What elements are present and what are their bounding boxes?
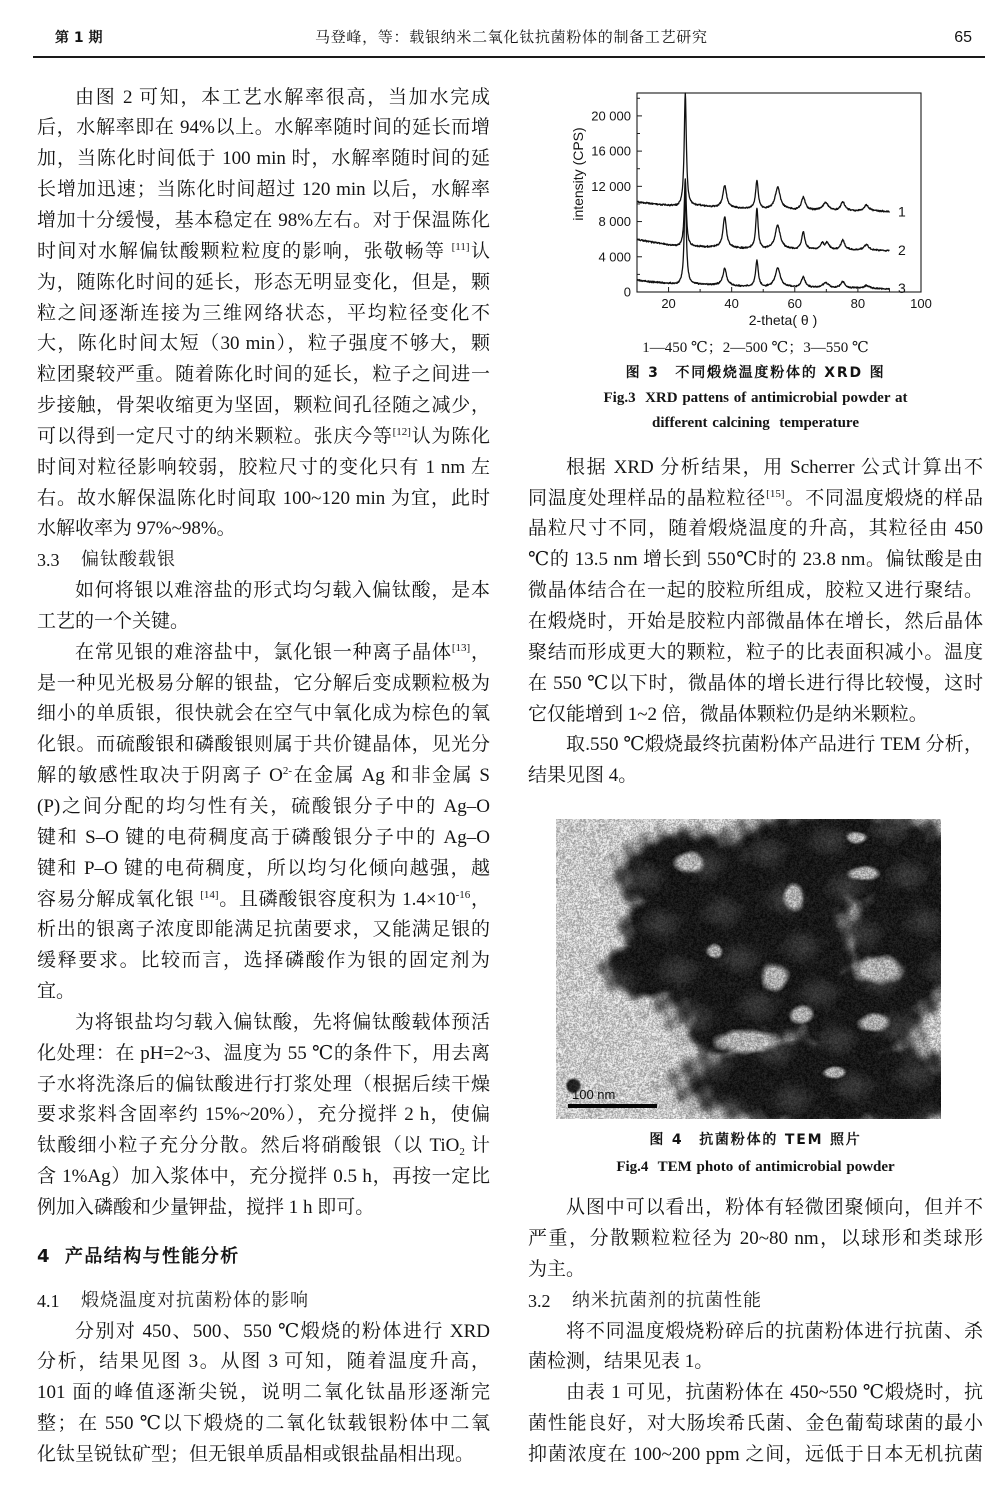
text-run: 要求浆料含固率约 15%~20%），充分搅拌 2 h，使偏 <box>37 1104 490 1126</box>
text-run: 步接触，骨架收缩更为坚固，颗粒间孔径随之减少， <box>37 395 490 417</box>
figure-3-caption-en-continued: different calcining temperature <box>652 415 859 431</box>
x-tick-label: 20 <box>661 296 676 311</box>
text-line <box>528 514 983 545</box>
text-run: 键和 P–O 键的电荷稠度，所以均匀化倾向越强，越 <box>37 857 490 879</box>
text-run: 抑菌浓度在 100~200 ppm 之间，远低于日本无机抗菌 <box>528 1443 983 1465</box>
text-line <box>37 360 490 391</box>
text-line <box>528 1409 983 1440</box>
text-run: 可以得到一定尺寸的纳米颗粒。张庆今等 <box>37 425 393 447</box>
superscript: -16 <box>455 888 471 901</box>
text-line <box>37 422 490 453</box>
text-run: 解的敏感性取决于阴离子 O <box>37 765 283 787</box>
text-line <box>37 823 490 854</box>
series-2-line <box>637 179 889 251</box>
text-run: 右。故水解保温陈化时间取 100~120 min 为宜，此时 <box>37 487 490 509</box>
text-run: 根据 XRD 分析结果，用 Scherrer 公式计算出不 <box>566 456 983 478</box>
text-line <box>528 730 983 761</box>
text-run: 子水将洗涤后的偏钛酸进行打浆处理（根据后续干燥 <box>37 1073 490 1095</box>
issue-label: 第 1 期 <box>55 30 103 46</box>
text-line <box>37 1070 490 1101</box>
text-line <box>37 1440 490 1471</box>
text-run: 增加十分缓慢，基本稳定在 98%左右。对于保温陈化 <box>37 209 490 231</box>
paragraph <box>528 453 983 731</box>
x-axis-label: 2-theta( θ ) <box>748 312 818 328</box>
text-run: 由图 2 可知，本工艺水解率很高，当加水完成 <box>75 86 490 108</box>
text-run: 钛酸细小粒子充分分散。然后将硝酸银（以 TiO <box>37 1135 460 1157</box>
superscript: 2- <box>282 765 293 778</box>
subscript: 2 <box>459 1146 465 1159</box>
text-run: 分别对 450、500、550 ℃煅烧的粉体进行 XRD <box>75 1320 490 1342</box>
text-line <box>37 1008 490 1039</box>
text-line <box>528 638 983 669</box>
paragraph <box>37 1317 490 1471</box>
left-column-text-continued <box>37 1286 490 1471</box>
text-run: 结果见图 4。 <box>528 765 638 787</box>
citation-ref: [11] <box>451 240 470 253</box>
text-line <box>37 1100 490 1131</box>
text-line <box>528 700 983 731</box>
paragraph <box>528 1378 983 1471</box>
citation-ref: [14] <box>200 888 219 901</box>
text-run: 时间对粒径影响较弱，胶粒尺寸的变化只有 1 nm 左 <box>37 456 490 478</box>
subsection-title: 纳米抗菌剂的抗菌性能 <box>572 1289 762 1311</box>
text-line <box>37 514 490 545</box>
text-line <box>37 638 490 669</box>
text-line <box>37 699 490 730</box>
text-line <box>37 391 490 422</box>
text-line <box>37 1347 490 1378</box>
text-run: 它仅能增到 1~2 倍，微晶体颗粒仍是纳米颗粒。 <box>528 703 928 725</box>
text-run: 分析，结果见图 3。从图 3 可知，随着温度升高， <box>37 1351 490 1373</box>
text-line <box>37 854 490 885</box>
text-run: ， <box>470 888 490 910</box>
text-line <box>528 1317 983 1348</box>
paragraph <box>37 638 490 1008</box>
text-run: 缓释要求。比较而言，选择磷酸作为银的固定剂为 <box>37 950 490 972</box>
text-run: 在煅烧时，开始是胶粒内部微晶体在增长，然后晶体 <box>528 611 983 633</box>
figure-3-caption-cn: 图 3 不同煅烧温度粉体的 XRD 图 <box>625 365 886 381</box>
tem-photo <box>556 819 941 1119</box>
text-line <box>37 1162 490 1193</box>
text-line <box>37 1039 490 1070</box>
text-run: 晶粒尺寸不同，随着煅烧温度的升高，其粒径由 450 <box>528 518 983 540</box>
subsection-heading <box>37 1286 490 1317</box>
y-axis-label: intensity (CPS) <box>570 127 586 221</box>
text-line <box>37 144 490 175</box>
text-run: 菌性能良好，对大肠埃希氏菌、金色葡萄球菌的最小 <box>528 1413 983 1435</box>
paragraph <box>37 576 490 638</box>
text-line <box>528 576 983 607</box>
text-line <box>37 329 490 360</box>
text-line <box>37 113 490 144</box>
text-line <box>37 1193 490 1224</box>
y-tick-label: 0 <box>623 284 631 300</box>
right-column-text <box>528 453 983 792</box>
text-line <box>37 83 490 114</box>
text-line <box>37 206 490 237</box>
text-line <box>37 1131 490 1162</box>
paragraph <box>528 1193 983 1286</box>
xrd-chart <box>560 85 940 335</box>
subsection-title: 偏钛酸载银 <box>81 549 176 571</box>
text-run: 认为陈化 <box>410 425 490 447</box>
text-line <box>37 1409 490 1440</box>
text-line <box>37 761 490 792</box>
text-line <box>528 453 983 484</box>
text-line <box>528 669 983 700</box>
y-tick-label: 12 000 <box>591 178 631 194</box>
text-run: 粒团聚较严重。随着陈化时间的延长，粒子之间进一 <box>37 364 490 386</box>
text-run: 为主。 <box>528 1258 586 1280</box>
text-run: 从图中可以看出，粉体有轻微团聚倾向，但并不 <box>566 1197 983 1219</box>
text-run: 在金属 Ag 和非金属 S <box>292 765 490 787</box>
text-line <box>37 607 490 638</box>
citation-ref: [12] <box>392 425 411 438</box>
text-run: 大，陈化时间太短（30 min），粒子强度不够大，颗 <box>37 333 490 355</box>
y-tick-label: 16 000 <box>591 143 631 159</box>
scale-bar-label: 100 nm <box>572 1087 616 1102</box>
text-run: 由表 1 可见，抗菌粉体在 450~550 ℃煅烧时，抗 <box>566 1382 983 1404</box>
text-run: ℃的 13.5 nm 增长到 550℃时的 23.8 nm。偏钛酸是由 <box>528 549 983 571</box>
section-number: 4 <box>37 1245 50 1267</box>
text-run: 键和 S–O 键的电荷稠度高于磷酸银分子中的 Ag–O <box>37 826 490 848</box>
x-tick-label: 60 <box>787 296 803 311</box>
figure-4-caption-en: Fig.4 TEM photo of antimicrobial powder <box>616 1159 895 1175</box>
text-run: 化银。而硫酸银和磷酸银则属于共价键晶体，见光分 <box>37 734 490 756</box>
text-line <box>37 453 490 484</box>
text-run: 101 面的峰值逐渐尖锐，说明二氧化钛晶形逐渐完 <box>37 1382 490 1404</box>
figure-3-caption-en: Fig.3 XRD pattens of antimicrobial powder at <box>603 390 908 406</box>
citation-ref: [13] <box>451 641 471 654</box>
text-run: 严重，分散颗粒粒径为 20~80 nm，以球形和类球形 <box>528 1228 983 1250</box>
running-title: 马登峰，等：载银纳米二氧化钛抗菌粉体的制备工艺研究 <box>315 30 707 46</box>
paragraph <box>528 730 983 792</box>
text-line <box>37 175 490 206</box>
text-line <box>37 885 490 916</box>
text-run: 为，随陈化时间的延长，形态无明显变化，但是，颗 <box>37 271 490 293</box>
paragraph <box>37 83 490 546</box>
text-line <box>528 1224 983 1255</box>
text-line <box>37 1317 490 1348</box>
series-1-label: 1 <box>897 203 906 220</box>
text-run: 聚结而形成更大的颗粒，粒子的比表面积减小。温度 <box>528 641 983 663</box>
text-line <box>528 1255 983 1286</box>
text-run: 整；在 550 ℃以下煅烧的二氧化钛载银粉体中二氧 <box>37 1413 490 1435</box>
x-tick-label: 40 <box>724 296 739 311</box>
y-tick-label: 20 000 <box>591 108 631 124</box>
text-line <box>37 268 490 299</box>
text-line <box>528 607 983 638</box>
text-run: 粒之间逐渐连接为三维网络状态，平均粒径变化不 <box>37 302 490 324</box>
subsection-heading <box>528 1286 983 1317</box>
text-run: 长增加迅速；当陈化时间超过 120 min 以后，水解率 <box>37 179 490 201</box>
text-run: 。且磷酸银容度积为 1.4×10 <box>218 888 456 910</box>
text-run: 析出的银离子浓度即能满足抗菌要求，又能满足银的 <box>37 919 490 941</box>
text-line <box>528 1193 983 1224</box>
scale-bar <box>568 1104 657 1108</box>
text-run: 在 550 ℃以下时，微晶体的增长进行得比较慢，这时 <box>528 672 983 694</box>
text-line <box>528 1378 983 1409</box>
text-line <box>37 915 490 946</box>
x-tick-label: 80 <box>850 296 866 311</box>
y-tick-label: 4 000 <box>598 249 631 265</box>
text-run: (P)之间分配的均匀性有关，硫酸银分子中的 Ag–O <box>37 796 490 817</box>
text-run: 细小的单质银，很快就会在空气中氧化成为棕色的氧 <box>37 703 490 725</box>
left-column-text <box>37 83 490 1224</box>
text-run: 水解收率为 97%~98%。 <box>37 518 236 540</box>
y-tick-label: 8 000 <box>598 214 631 230</box>
text-line <box>528 761 983 792</box>
series-3-label: 3 <box>897 280 906 297</box>
text-line <box>37 484 490 515</box>
citation-ref: [15] <box>766 487 785 500</box>
text-run: 。不同温度煅烧的样品 <box>784 487 983 509</box>
text-run: 宜。 <box>37 981 76 1003</box>
text-run: 同温度处理样品的晶粒粒径 <box>528 487 767 509</box>
page-number: 65 <box>954 29 972 46</box>
text-line <box>528 1440 983 1471</box>
text-run: 加，当陈化时间低于 100 min 时，水解率随时间的延 <box>37 148 490 170</box>
text-line <box>528 545 983 576</box>
text-line <box>528 1347 983 1378</box>
right-column-text-continued <box>528 1193 983 1471</box>
subsection-number: 3.2 <box>528 1290 551 1311</box>
text-run: 为将银盐均匀载入偏钛酸，先将偏钛酸载体预活 <box>75 1011 490 1033</box>
text-line <box>37 1378 490 1409</box>
text-run: 后，水解率即在 94%以上。水解率随时间的延长而增 <box>37 117 490 139</box>
text-run: 工艺的一个关键。 <box>37 610 190 632</box>
text-line <box>37 237 490 268</box>
text-line <box>37 669 490 700</box>
text-run: ， <box>470 641 490 663</box>
text-run: 化处理：在 pH=2~3、温度为 55 ℃的条件下，用去离 <box>37 1042 490 1064</box>
text-run: 计 <box>464 1135 490 1157</box>
text-line <box>37 730 490 761</box>
series-1-line <box>637 93 889 212</box>
text-line <box>37 946 490 977</box>
text-run: 含 1%Ag）加入浆体中，充分搅拌 0.5 h，再按一定比 <box>37 1166 490 1188</box>
text-run: 是一种见光极易分解的银盐，它分解后变成颗粒极为 <box>37 672 490 694</box>
paragraph <box>528 1317 983 1379</box>
text-run: 在常见银的难溶盐中，氯化银一种离子晶体 <box>75 641 452 663</box>
text-run: 微晶体结合在一起的胶粒所组成，胶粒又进行聚结。 <box>528 580 983 602</box>
text-line <box>37 299 490 330</box>
header-rule <box>33 56 985 58</box>
series-2-label: 2 <box>897 242 906 259</box>
text-line <box>528 484 983 515</box>
section-title: 产品结构与性能分析 <box>65 1245 240 1267</box>
text-run: 容易分解成氧化银 <box>37 888 201 910</box>
text-line <box>37 977 490 1008</box>
subsection-number: 4.1 <box>37 1290 60 1311</box>
text-run: 菌检测，结果见表 1。 <box>528 1351 714 1373</box>
figure-4-caption-cn: 图 4 抗菌粉体的 TEM 照片 <box>649 1132 862 1148</box>
text-run: 认 <box>469 240 490 262</box>
text-run: 例加入磷酸和少量钾盐，搅拌 1 h 即可。 <box>37 1196 375 1218</box>
text-line <box>37 792 490 823</box>
text-run: 取.550 ℃煅烧最终抗菌粉体产品进行 TEM 分析， <box>566 734 983 756</box>
figure-3-series-legend: 1—450 ℃；2—500 ℃；3—550 ℃ <box>642 340 869 356</box>
subsection-heading <box>37 545 490 576</box>
section-heading <box>37 1242 490 1273</box>
text-run: 时间对水解偏钛酸颗粒粒度的影响，张敬畅等 <box>37 240 452 262</box>
x-tick-label: 100 <box>910 296 932 311</box>
paragraph <box>37 1008 490 1224</box>
text-line <box>37 576 490 607</box>
text-run: 化钛呈锐钛矿型；但无银单质晶相或银盐晶相出现。 <box>37 1444 475 1466</box>
subsection-title: 煅烧温度对抗菌粉体的影响 <box>81 1289 309 1311</box>
text-run: 将不同温度煅烧粉碎后的抗菌粉体进行抗菌、杀 <box>566 1320 983 1342</box>
text-run: 如何将银以难溶盐的形式均匀载入偏钛酸，是本 <box>75 580 490 602</box>
subsection-number: 3.3 <box>37 550 60 571</box>
